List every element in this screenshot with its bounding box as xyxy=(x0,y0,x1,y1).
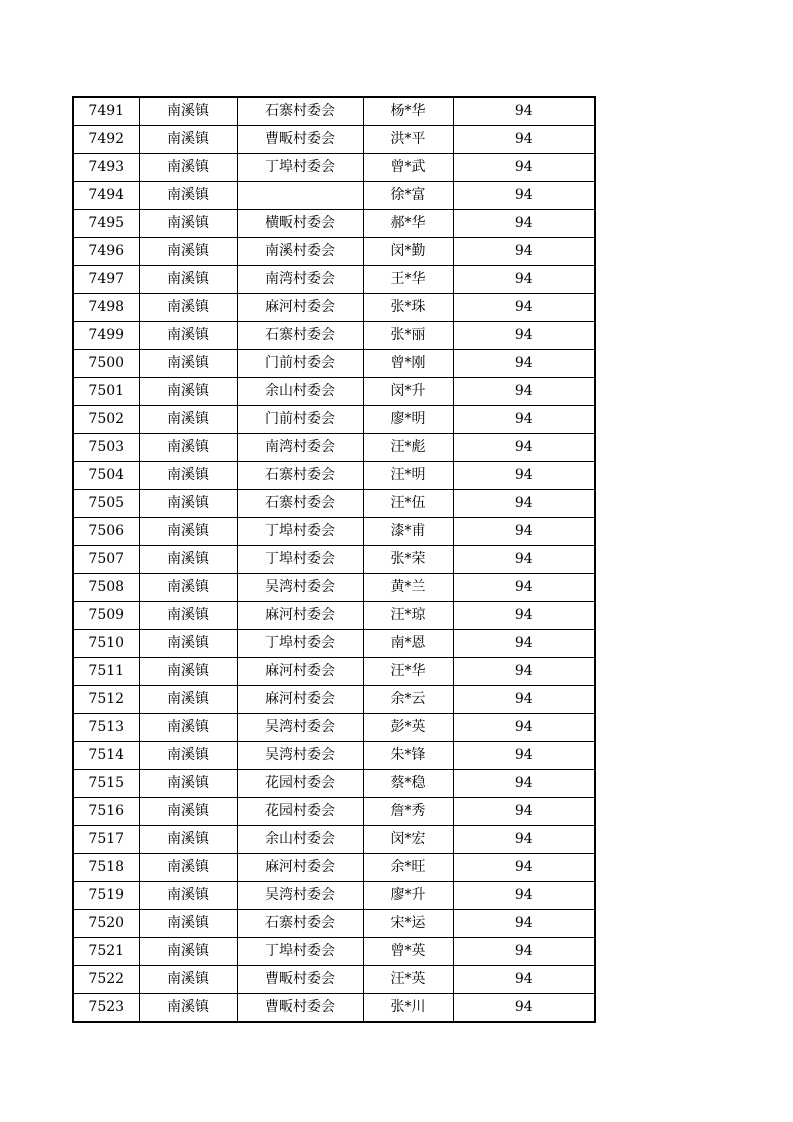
score-cell: 94 xyxy=(453,126,595,154)
row-number-cell: 7495 xyxy=(73,210,139,238)
score-cell: 94 xyxy=(453,602,595,630)
table-row xyxy=(73,910,595,938)
person-name-cell: 徐*富 xyxy=(363,182,453,210)
table-row xyxy=(73,210,595,238)
row-number-cell: 7492 xyxy=(73,126,139,154)
town-cell: 南溪镇 xyxy=(139,154,237,182)
row-number-cell: 7506 xyxy=(73,518,139,546)
village-committee-cell: 余山村委会 xyxy=(237,378,363,406)
village-committee-cell: 丁埠村委会 xyxy=(237,546,363,574)
town-cell: 南溪镇 xyxy=(139,966,237,994)
village-committee-cell: 石寨村委会 xyxy=(237,462,363,490)
village-committee-cell: 南湾村委会 xyxy=(237,434,363,462)
village-committee-cell: 吴湾村委会 xyxy=(237,574,363,602)
score-cell: 94 xyxy=(453,350,595,378)
village-committee-cell: 曹畈村委会 xyxy=(237,994,363,1023)
score-cell: 94 xyxy=(453,994,595,1023)
village-committee-cell: 麻河村委会 xyxy=(237,602,363,630)
score-cell: 94 xyxy=(453,826,595,854)
row-number-cell: 7519 xyxy=(73,882,139,910)
row-number-cell: 7500 xyxy=(73,350,139,378)
person-name-cell: 詹*秀 xyxy=(363,798,453,826)
table-row xyxy=(73,434,595,462)
data-table xyxy=(72,96,596,1023)
row-number-cell: 7498 xyxy=(73,294,139,322)
town-cell: 南溪镇 xyxy=(139,182,237,210)
table-row xyxy=(73,658,595,686)
person-name-cell: 王*华 xyxy=(363,266,453,294)
person-name-cell: 闵*勤 xyxy=(363,238,453,266)
row-number-cell: 7510 xyxy=(73,630,139,658)
score-cell: 94 xyxy=(453,490,595,518)
town-cell: 南溪镇 xyxy=(139,658,237,686)
table-row xyxy=(73,994,595,1023)
town-cell: 南溪镇 xyxy=(139,994,237,1023)
row-number-cell: 7513 xyxy=(73,714,139,742)
table-row xyxy=(73,154,595,182)
score-cell: 94 xyxy=(453,462,595,490)
table-row xyxy=(73,854,595,882)
row-number-cell: 7507 xyxy=(73,546,139,574)
row-number-cell: 7504 xyxy=(73,462,139,490)
village-committee-cell: 花园村委会 xyxy=(237,770,363,798)
row-number-cell: 7511 xyxy=(73,658,139,686)
score-cell: 94 xyxy=(453,574,595,602)
score-cell: 94 xyxy=(453,630,595,658)
score-cell: 94 xyxy=(453,938,595,966)
person-name-cell: 张*荣 xyxy=(363,546,453,574)
town-cell: 南溪镇 xyxy=(139,350,237,378)
village-committee-cell: 花园村委会 xyxy=(237,798,363,826)
town-cell: 南溪镇 xyxy=(139,770,237,798)
table-row xyxy=(73,574,595,602)
town-cell: 南溪镇 xyxy=(139,686,237,714)
village-committee-cell: 石寨村委会 xyxy=(237,97,363,126)
score-cell: 94 xyxy=(453,378,595,406)
row-number-cell: 7502 xyxy=(73,406,139,434)
table-row xyxy=(73,546,595,574)
town-cell: 南溪镇 xyxy=(139,938,237,966)
village-committee-cell: 丁埠村委会 xyxy=(237,630,363,658)
town-cell: 南溪镇 xyxy=(139,97,237,126)
village-committee-cell: 石寨村委会 xyxy=(237,322,363,350)
person-name-cell: 余*云 xyxy=(363,686,453,714)
row-number-cell: 7494 xyxy=(73,182,139,210)
row-number-cell: 7499 xyxy=(73,322,139,350)
score-cell: 94 xyxy=(453,966,595,994)
table-row xyxy=(73,462,595,490)
village-committee-cell: 麻河村委会 xyxy=(237,854,363,882)
score-cell: 94 xyxy=(453,154,595,182)
person-name-cell: 张*珠 xyxy=(363,294,453,322)
town-cell: 南溪镇 xyxy=(139,378,237,406)
row-number-cell: 7505 xyxy=(73,490,139,518)
score-cell: 94 xyxy=(453,798,595,826)
village-committee-cell: 曹畈村委会 xyxy=(237,126,363,154)
town-cell: 南溪镇 xyxy=(139,518,237,546)
row-number-cell: 7523 xyxy=(73,994,139,1023)
person-name-cell: 余*旺 xyxy=(363,854,453,882)
table-row xyxy=(73,882,595,910)
row-number-cell: 7521 xyxy=(73,938,139,966)
person-name-cell: 蔡*稳 xyxy=(363,770,453,798)
town-cell: 南溪镇 xyxy=(139,462,237,490)
person-name-cell: 曾*英 xyxy=(363,938,453,966)
town-cell: 南溪镇 xyxy=(139,322,237,350)
score-cell: 94 xyxy=(453,686,595,714)
person-name-cell: 漆*甫 xyxy=(363,518,453,546)
village-committee-cell: 麻河村委会 xyxy=(237,686,363,714)
table-row xyxy=(73,686,595,714)
table-row xyxy=(73,126,595,154)
score-cell: 94 xyxy=(453,266,595,294)
table-row xyxy=(73,378,595,406)
table-row xyxy=(73,294,595,322)
score-cell: 94 xyxy=(453,546,595,574)
village-committee-cell: 丁埠村委会 xyxy=(237,938,363,966)
town-cell: 南溪镇 xyxy=(139,210,237,238)
row-number-cell: 7493 xyxy=(73,154,139,182)
town-cell: 南溪镇 xyxy=(139,882,237,910)
row-number-cell: 7501 xyxy=(73,378,139,406)
village-committee-cell: 石寨村委会 xyxy=(237,910,363,938)
score-cell: 94 xyxy=(453,518,595,546)
village-committee-cell: 丁埠村委会 xyxy=(237,154,363,182)
town-cell: 南溪镇 xyxy=(139,294,237,322)
village-committee-cell: 横畈村委会 xyxy=(237,210,363,238)
row-number-cell: 7517 xyxy=(73,826,139,854)
row-number-cell: 7522 xyxy=(73,966,139,994)
score-cell: 94 xyxy=(453,882,595,910)
village-committee-cell: 麻河村委会 xyxy=(237,658,363,686)
town-cell: 南溪镇 xyxy=(139,742,237,770)
table-row xyxy=(73,938,595,966)
table-row xyxy=(73,518,595,546)
row-number-cell: 7518 xyxy=(73,854,139,882)
person-name-cell: 闵*升 xyxy=(363,378,453,406)
table-row xyxy=(73,826,595,854)
village-committee-cell: 南湾村委会 xyxy=(237,266,363,294)
table-row xyxy=(73,770,595,798)
person-name-cell: 张*川 xyxy=(363,994,453,1023)
person-name-cell: 杨*华 xyxy=(363,97,453,126)
table-row xyxy=(73,602,595,630)
village-committee-cell: 丁埠村委会 xyxy=(237,518,363,546)
row-number-cell: 7514 xyxy=(73,742,139,770)
town-cell: 南溪镇 xyxy=(139,630,237,658)
person-name-cell: 汪*彪 xyxy=(363,434,453,462)
person-name-cell: 闵*宏 xyxy=(363,826,453,854)
person-name-cell: 曾*武 xyxy=(363,154,453,182)
score-cell: 94 xyxy=(453,238,595,266)
row-number-cell: 7520 xyxy=(73,910,139,938)
table-row xyxy=(73,406,595,434)
person-name-cell: 黄*兰 xyxy=(363,574,453,602)
village-committee-cell: 吴湾村委会 xyxy=(237,882,363,910)
score-cell: 94 xyxy=(453,770,595,798)
person-name-cell: 汪*华 xyxy=(363,658,453,686)
table-row xyxy=(73,350,595,378)
table-row xyxy=(73,630,595,658)
village-committee-cell: 南溪村委会 xyxy=(237,238,363,266)
town-cell: 南溪镇 xyxy=(139,714,237,742)
village-committee-cell: 吴湾村委会 xyxy=(237,714,363,742)
town-cell: 南溪镇 xyxy=(139,602,237,630)
score-cell: 94 xyxy=(453,742,595,770)
table-row xyxy=(73,238,595,266)
score-cell: 94 xyxy=(453,322,595,350)
person-name-cell: 宋*运 xyxy=(363,910,453,938)
town-cell: 南溪镇 xyxy=(139,238,237,266)
village-committee-cell: 门前村委会 xyxy=(237,406,363,434)
row-number-cell: 7491 xyxy=(73,97,139,126)
person-name-cell: 郝*华 xyxy=(363,210,453,238)
row-number-cell: 7508 xyxy=(73,574,139,602)
village-committee-cell: 门前村委会 xyxy=(237,350,363,378)
person-name-cell: 洪*平 xyxy=(363,126,453,154)
town-cell: 南溪镇 xyxy=(139,854,237,882)
row-number-cell: 7515 xyxy=(73,770,139,798)
score-cell: 94 xyxy=(453,714,595,742)
row-number-cell: 7496 xyxy=(73,238,139,266)
person-name-cell: 曾*刚 xyxy=(363,350,453,378)
table-row xyxy=(73,714,595,742)
town-cell: 南溪镇 xyxy=(139,910,237,938)
score-cell: 94 xyxy=(453,658,595,686)
score-cell: 94 xyxy=(453,910,595,938)
town-cell: 南溪镇 xyxy=(139,126,237,154)
town-cell: 南溪镇 xyxy=(139,546,237,574)
table-row xyxy=(73,322,595,350)
person-name-cell: 廖*升 xyxy=(363,882,453,910)
row-number-cell: 7516 xyxy=(73,798,139,826)
village-committee-cell: 曹畈村委会 xyxy=(237,966,363,994)
score-cell: 94 xyxy=(453,434,595,462)
town-cell: 南溪镇 xyxy=(139,406,237,434)
score-cell: 94 xyxy=(453,97,595,126)
person-name-cell: 南*恩 xyxy=(363,630,453,658)
person-name-cell: 汪*英 xyxy=(363,966,453,994)
town-cell: 南溪镇 xyxy=(139,490,237,518)
town-cell: 南溪镇 xyxy=(139,434,237,462)
village-committee-cell: 麻河村委会 xyxy=(237,294,363,322)
table-row xyxy=(73,742,595,770)
person-name-cell: 汪*明 xyxy=(363,462,453,490)
score-cell: 94 xyxy=(453,294,595,322)
village-committee-cell: 吴湾村委会 xyxy=(237,742,363,770)
table-row xyxy=(73,266,595,294)
person-name-cell: 朱*锋 xyxy=(363,742,453,770)
town-cell: 南溪镇 xyxy=(139,798,237,826)
person-name-cell: 汪*琼 xyxy=(363,602,453,630)
table-row xyxy=(73,490,595,518)
person-name-cell: 廖*明 xyxy=(363,406,453,434)
village-committee-cell xyxy=(237,182,363,210)
table-body xyxy=(73,97,595,1022)
person-name-cell: 汪*伍 xyxy=(363,490,453,518)
person-name-cell: 张*丽 xyxy=(363,322,453,350)
score-cell: 94 xyxy=(453,210,595,238)
row-number-cell: 7503 xyxy=(73,434,139,462)
row-number-cell: 7512 xyxy=(73,686,139,714)
village-committee-cell: 石寨村委会 xyxy=(237,490,363,518)
town-cell: 南溪镇 xyxy=(139,574,237,602)
person-name-cell: 彭*英 xyxy=(363,714,453,742)
table-row xyxy=(73,798,595,826)
town-cell: 南溪镇 xyxy=(139,266,237,294)
table-row xyxy=(73,966,595,994)
row-number-cell: 7509 xyxy=(73,602,139,630)
score-cell: 94 xyxy=(453,854,595,882)
score-cell: 94 xyxy=(453,182,595,210)
table-row xyxy=(73,97,595,126)
village-committee-cell: 余山村委会 xyxy=(237,826,363,854)
table-row xyxy=(73,182,595,210)
row-number-cell: 7497 xyxy=(73,266,139,294)
town-cell: 南溪镇 xyxy=(139,826,237,854)
score-cell: 94 xyxy=(453,406,595,434)
